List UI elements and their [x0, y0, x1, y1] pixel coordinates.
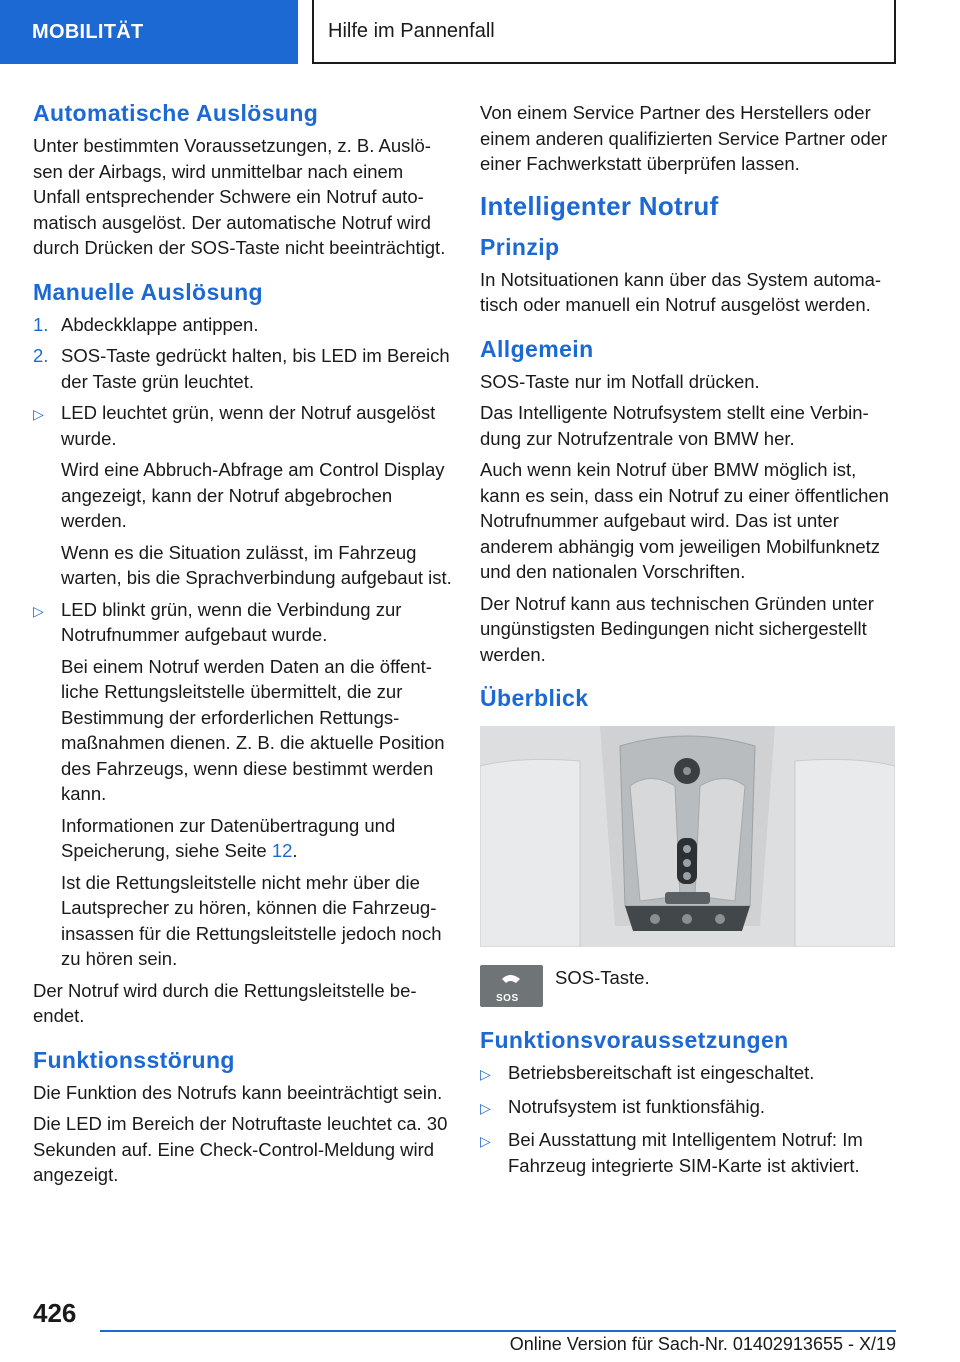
- footer-divider: [100, 1330, 896, 1332]
- roof-console-illustration: [480, 726, 895, 947]
- bullet-led-blink: [33, 597, 453, 648]
- requirement-item: [480, 1060, 898, 1088]
- data-info-prefix: Informationen zur Datenübertragung und Speicherung, siehe Seite: [61, 814, 396, 861]
- sos-icon-label: SOS: [496, 993, 519, 1004]
- triangle-bullet-icon: ▷: [480, 1066, 491, 1082]
- requirement-text: Betriebsbereitschaft ist eingeschaltet.: [508, 1062, 815, 1083]
- general-text-2: Das Intelligente Notrufsystem stellt eine Verbindung zur Notrufzentrale von BMW her.: [480, 402, 869, 449]
- page-link[interactable]: 12: [271, 840, 293, 861]
- step-1: [33, 312, 453, 338]
- page-number: 426: [33, 1298, 77, 1328]
- malfunction-text-1: Die Funktion des Notrufs kann beeinträchtigt sein.: [33, 1081, 443, 1103]
- section-title: MOBILITÄT: [32, 20, 144, 43]
- general-heading: Allgemein: [480, 335, 594, 362]
- requirement-item: [480, 1094, 898, 1122]
- section-tab: [0, 0, 298, 64]
- requirement-item: [480, 1127, 898, 1178]
- manual-trigger-heading: Manuelle Auslösung: [33, 278, 263, 305]
- step-number: 2.: [33, 345, 49, 366]
- left-column: [33, 100, 453, 1194]
- triangle-bullet-icon: ▷: [33, 602, 44, 619]
- bullet-text: LED blinkt grün, wenn die Verbindung zur Notrufnummer aufgebaut wurde.: [61, 598, 402, 645]
- malfunction-heading: Funktionsstörung: [33, 1046, 235, 1073]
- right-column: [480, 100, 898, 1184]
- step-text: Abdeckklappe antippen.: [61, 313, 259, 335]
- chapter-title: Hilfe im Pannenfall: [328, 19, 495, 42]
- bullet-text: LED leuchtet grün, wenn der Notruf ausgelöst wurde.: [61, 402, 436, 449]
- bullet-led-green: [33, 400, 453, 451]
- general-text-4: Der Notruf kann aus technischen Gründen unter ungünstigsten Bedingungen nicht sichergestellt werden.: [480, 592, 874, 665]
- triangle-bullet-icon: ▷: [480, 1099, 491, 1116]
- step-text: SOS-Taste gedrückt halten, bis LED im Bereich der Taste grün leuchtet.: [61, 345, 450, 392]
- sos-button-icon: [480, 965, 543, 1007]
- automatic-trigger-text: Unter bestimmten Voraussetzungen, z. B. Auslösen der Airbags, wird unmittelbar nach einem Unfall entsprechender Schwere ein Notruf automatisch ausgelöst. Der automatische Notruf wird durch Drücken der SOS-Taste nicht beeinträchtigt.: [33, 135, 446, 258]
- automatic-trigger-heading: Automatische Auslösung: [33, 100, 319, 126]
- step-number: 1.: [33, 313, 49, 335]
- general-text-1: SOS-Taste nur im Notfall drücken.: [480, 370, 760, 392]
- requirement-text: Notrufsystem ist funktionsfähig.: [508, 1095, 766, 1117]
- wait-text: Wenn es die Situation zulässt, im Fahrzeug warten, bis die Sprachverbindung aufgebaut ist.: [61, 541, 452, 588]
- speaker-text: Ist die Rettungsleitstelle nicht mehr über die Lautsprecher zu hören, können die Fahrzeuginsassen für die Rettungsleitstelle jedoch noch zu hören sein.: [61, 871, 442, 969]
- overview-heading: Überblick: [480, 685, 589, 711]
- requirement-text: Bei Ausstattung mit Intelligentem Notruf: Im Fahrzeug integrierte SIM-Karte ist aktiviert.: [508, 1129, 863, 1176]
- data-transmission-text: Bei einem Notruf werden Daten an die öffentliche Rettungsleitstelle übermittelt, die zur Bestimmung der erforderlichen Rettungsmaßnahmen dienen. Z. B. die aktuelle Position des Fahrzeugs, wenn diese bestimmt werden kann.: [61, 655, 445, 804]
- data-info-suffix: .: [292, 840, 298, 861]
- malfunction-text-2: Die LED im Bereich der Notruftaste leuchtet ca. 30 Sekunden auf. Eine Check-Control-Meldung wird angezeigt.: [33, 1113, 448, 1185]
- figure-caption: SOS-Taste.: [555, 967, 650, 988]
- service-text: Von einem Service Partner des Herstellers oder einem anderen qualifizierten Service Partner oder einer Fachwerkstatt überprüfen lassen.: [480, 102, 888, 174]
- data-info-text: [33, 813, 453, 864]
- triangle-bullet-icon: ▷: [33, 406, 44, 422]
- roof-console-graphic: [480, 726, 895, 947]
- intelligent-emergency-heading: Intelligenter Notruf: [480, 190, 719, 221]
- step-2: [33, 343, 453, 394]
- requirements-heading: Funktionsvoraussetzungen: [480, 1027, 789, 1053]
- end-call-text: Der Notruf wird durch die Rettungsleitstelle beendet.: [33, 979, 417, 1026]
- chapter-header: [312, 0, 896, 64]
- triangle-bullet-icon: ▷: [480, 1133, 491, 1149]
- cancel-prompt-text: Wird eine Abbruch-Abfrage am Control Display angezeigt, kann der Notruf abgebrochen werden.: [61, 459, 445, 531]
- principle-text: In Notsituationen kann über das System automatisch oder manuell ein Notruf ausgelöst werden.: [480, 268, 882, 315]
- online-version-text: Online Version für Sach-Nr. 01402913655 - X/19: [509, 1334, 896, 1354]
- principle-heading: Prinzip: [480, 233, 560, 260]
- caption-row: [480, 965, 898, 1007]
- general-text-3: Auch wenn kein Notruf über BMW möglich ist, kann es sein, dass ein Notruf zu einer öffentlichen Notrufnummer aufgebaut wird. Das ist unter anderem abhängig vom jeweiligen Mobilfunknetz und den nationalen Vorschriften.: [480, 459, 889, 582]
